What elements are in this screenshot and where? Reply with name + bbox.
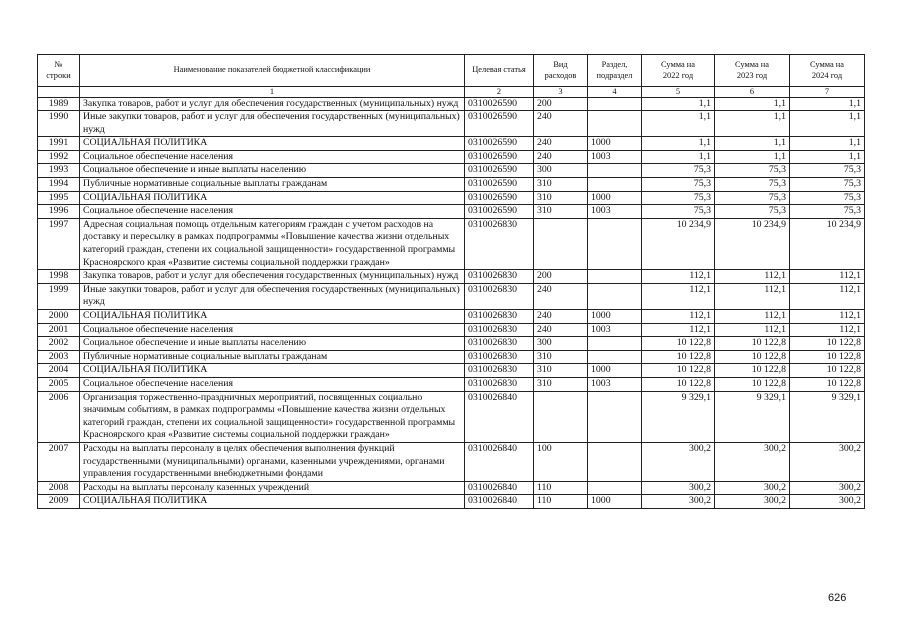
row-sum-2024: 75,3 bbox=[790, 164, 865, 178]
row-sum-2022: 1,1 bbox=[642, 137, 715, 151]
row-sum-2023: 10 122,8 bbox=[715, 364, 790, 378]
row-number: 1997 bbox=[38, 218, 80, 269]
row-section bbox=[588, 218, 642, 269]
table-row bbox=[38, 164, 865, 178]
row-number: 1996 bbox=[38, 205, 80, 219]
row-target: 0310026590 bbox=[465, 150, 534, 164]
row-section bbox=[588, 97, 642, 111]
row-number: 1999 bbox=[38, 283, 80, 309]
row-target: 0310026590 bbox=[465, 164, 534, 178]
row-target: 0310026830 bbox=[465, 364, 534, 378]
row-sum-2022: 10 122,8 bbox=[642, 377, 715, 391]
table-body bbox=[38, 97, 865, 508]
row-sum-2024: 112,1 bbox=[790, 310, 865, 324]
row-kind: 240 bbox=[534, 150, 588, 164]
row-target: 0310026840 bbox=[465, 442, 534, 481]
row-sum-2022: 75,3 bbox=[642, 191, 715, 205]
row-section bbox=[588, 164, 642, 178]
table-row bbox=[38, 364, 865, 378]
row-sum-2022: 300,2 bbox=[642, 481, 715, 495]
row-sum-2024: 75,3 bbox=[790, 178, 865, 192]
page-number: 626 bbox=[828, 592, 847, 604]
row-kind: 240 bbox=[534, 137, 588, 151]
row-sum-2024: 9 329,1 bbox=[790, 391, 865, 442]
row-sum-2023: 1,1 bbox=[715, 111, 790, 137]
row-sum-2022: 1,1 bbox=[642, 150, 715, 164]
column-number: 4 bbox=[588, 87, 642, 98]
row-section bbox=[588, 350, 642, 364]
row-sum-2023: 112,1 bbox=[715, 323, 790, 337]
table-row bbox=[38, 111, 865, 137]
row-sum-2023: 75,3 bbox=[715, 178, 790, 192]
table-row bbox=[38, 137, 865, 151]
row-sum-2023: 75,3 bbox=[715, 205, 790, 219]
table-row bbox=[38, 377, 865, 391]
header-target: Целевая статья bbox=[465, 55, 534, 87]
row-kind: 110 bbox=[534, 495, 588, 509]
header-section: Раздел, подраздел bbox=[588, 55, 642, 87]
row-kind: 310 bbox=[534, 350, 588, 364]
table-row bbox=[38, 350, 865, 364]
row-target: 0310026590 bbox=[465, 205, 534, 219]
row-name: Публичные нормативные социальные выплаты гражданам bbox=[80, 178, 465, 192]
column-number: 6 bbox=[715, 87, 790, 98]
row-number: 1993 bbox=[38, 164, 80, 178]
row-number: 2005 bbox=[38, 377, 80, 391]
column-number: 2 bbox=[465, 87, 534, 98]
row-sum-2022: 10 122,8 bbox=[642, 364, 715, 378]
row-number: 1992 bbox=[38, 150, 80, 164]
table-row bbox=[38, 323, 865, 337]
table-row bbox=[38, 310, 865, 324]
row-name: СОЦИАЛЬНАЯ ПОЛИТИКА bbox=[80, 310, 465, 324]
row-sum-2023: 10 234,9 bbox=[715, 218, 790, 269]
row-sum-2024: 75,3 bbox=[790, 191, 865, 205]
row-sum-2024: 75,3 bbox=[790, 205, 865, 219]
row-name: Социальное обеспечение населения bbox=[80, 323, 465, 337]
table-row bbox=[38, 97, 865, 111]
table-header bbox=[38, 55, 865, 98]
row-section bbox=[588, 283, 642, 309]
row-kind: 310 bbox=[534, 377, 588, 391]
table-row bbox=[38, 178, 865, 192]
row-target: 0310026830 bbox=[465, 270, 534, 284]
row-sum-2024: 1,1 bbox=[790, 97, 865, 111]
table-row bbox=[38, 442, 865, 481]
row-number: 2006 bbox=[38, 391, 80, 442]
row-number: 1991 bbox=[38, 137, 80, 151]
row-name: Закупка товаров, работ и услуг для обеспечения государственных (муниципальных) нужд bbox=[80, 97, 465, 111]
row-sum-2022: 1,1 bbox=[642, 97, 715, 111]
row-section: 1003 bbox=[588, 323, 642, 337]
row-section: 1000 bbox=[588, 191, 642, 205]
row-sum-2022: 112,1 bbox=[642, 310, 715, 324]
table-row bbox=[38, 337, 865, 351]
row-sum-2024: 300,2 bbox=[790, 481, 865, 495]
row-number: 2003 bbox=[38, 350, 80, 364]
row-section: 1000 bbox=[588, 137, 642, 151]
row-target: 0310026830 bbox=[465, 337, 534, 351]
row-number: 1989 bbox=[38, 97, 80, 111]
row-sum-2023: 112,1 bbox=[715, 283, 790, 309]
row-name: Публичные нормативные социальные выплаты гражданам bbox=[80, 350, 465, 364]
row-sum-2022: 75,3 bbox=[642, 164, 715, 178]
row-kind bbox=[534, 218, 588, 269]
row-sum-2023: 10 122,8 bbox=[715, 337, 790, 351]
row-section bbox=[588, 391, 642, 442]
row-sum-2023: 112,1 bbox=[715, 270, 790, 284]
row-kind: 240 bbox=[534, 323, 588, 337]
row-sum-2024: 112,1 bbox=[790, 270, 865, 284]
row-kind: 240 bbox=[534, 283, 588, 309]
column-number: 1 bbox=[80, 87, 465, 98]
row-sum-2024: 10 122,8 bbox=[790, 350, 865, 364]
row-name: СОЦИАЛЬНАЯ ПОЛИТИКА bbox=[80, 137, 465, 151]
row-section: 1003 bbox=[588, 205, 642, 219]
row-sum-2024: 10 122,8 bbox=[790, 337, 865, 351]
row-target: 0310026840 bbox=[465, 391, 534, 442]
row-name: Закупка товаров, работ и услуг для обеспечения государственных (муниципальных) нужд bbox=[80, 270, 465, 284]
row-sum-2024: 10 122,8 bbox=[790, 377, 865, 391]
row-sum-2022: 75,3 bbox=[642, 178, 715, 192]
row-sum-2024: 1,1 bbox=[790, 111, 865, 137]
row-target: 0310026840 bbox=[465, 481, 534, 495]
row-section: 1000 bbox=[588, 364, 642, 378]
row-number: 2007 bbox=[38, 442, 80, 481]
table-row bbox=[38, 391, 865, 442]
row-sum-2024: 10 122,8 bbox=[790, 364, 865, 378]
column-number: 5 bbox=[642, 87, 715, 98]
row-target: 0310026830 bbox=[465, 218, 534, 269]
row-kind: 200 bbox=[534, 97, 588, 111]
row-section: 1003 bbox=[588, 377, 642, 391]
row-sum-2022: 112,1 bbox=[642, 323, 715, 337]
row-name: Иные закупки товаров, работ и услуг для обеспечения государственных (муниципальных) нужд bbox=[80, 283, 465, 309]
header-sum-2023: Сумма на 2023 год bbox=[715, 55, 790, 87]
row-section bbox=[588, 178, 642, 192]
row-kind: 310 bbox=[534, 364, 588, 378]
table-row bbox=[38, 218, 865, 269]
row-number: 2004 bbox=[38, 364, 80, 378]
row-sum-2023: 1,1 bbox=[715, 137, 790, 151]
row-name: Организация торжественно-праздничных мероприятий, посвященных социально значимым событиям, в рамках подпрограммы «Повышение качества жизни отдельных категорий граждан, степени их социальной защищенности» государственной программы Красноярского края «Развитие системы социальной поддержки граждан» bbox=[80, 391, 465, 442]
column-number-row bbox=[38, 87, 865, 98]
row-sum-2023: 300,2 bbox=[715, 481, 790, 495]
row-sum-2024: 300,2 bbox=[790, 442, 865, 481]
row-name: Социальное обеспечение и иные выплаты населению bbox=[80, 337, 465, 351]
row-target: 0310026590 bbox=[465, 178, 534, 192]
row-name: СОЦИАЛЬНАЯ ПОЛИТИКА bbox=[80, 191, 465, 205]
row-sum-2022: 10 122,8 bbox=[642, 337, 715, 351]
row-sum-2023: 75,3 bbox=[715, 191, 790, 205]
row-kind: 310 bbox=[534, 178, 588, 192]
row-target: 0310026830 bbox=[465, 283, 534, 309]
row-section: 1000 bbox=[588, 495, 642, 509]
row-kind: 240 bbox=[534, 111, 588, 137]
row-sum-2022: 10 234,9 bbox=[642, 218, 715, 269]
row-kind: 100 bbox=[534, 442, 588, 481]
row-sum-2022: 300,2 bbox=[642, 442, 715, 481]
row-kind: 300 bbox=[534, 337, 588, 351]
row-target: 0310026830 bbox=[465, 377, 534, 391]
row-number: 2000 bbox=[38, 310, 80, 324]
row-target: 0310026830 bbox=[465, 323, 534, 337]
header-name: Наименование показателей бюджетной классификации bbox=[80, 55, 465, 87]
row-kind: 200 bbox=[534, 270, 588, 284]
row-number: 2001 bbox=[38, 323, 80, 337]
row-sum-2023: 75,3 bbox=[715, 164, 790, 178]
row-name: Социальное обеспечение населения bbox=[80, 150, 465, 164]
row-kind: 240 bbox=[534, 310, 588, 324]
row-sum-2024: 112,1 bbox=[790, 323, 865, 337]
header-row-number: № строки bbox=[38, 55, 80, 87]
row-name: СОЦИАЛЬНАЯ ПОЛИТИКА bbox=[80, 495, 465, 509]
row-sum-2024: 10 234,9 bbox=[790, 218, 865, 269]
table-row bbox=[38, 150, 865, 164]
row-section bbox=[588, 270, 642, 284]
row-section: 1000 bbox=[588, 310, 642, 324]
row-number: 1995 bbox=[38, 191, 80, 205]
column-number: 3 bbox=[534, 87, 588, 98]
row-kind: 110 bbox=[534, 481, 588, 495]
row-target: 0310026590 bbox=[465, 97, 534, 111]
row-kind: 300 bbox=[534, 164, 588, 178]
header-sum-2022: Сумма на 2022 год bbox=[642, 55, 715, 87]
row-number: 2002 bbox=[38, 337, 80, 351]
header-kind: Вид расходов bbox=[534, 55, 588, 87]
table-row bbox=[38, 481, 865, 495]
row-target: 0310026830 bbox=[465, 350, 534, 364]
row-sum-2023: 10 122,8 bbox=[715, 350, 790, 364]
row-sum-2024: 1,1 bbox=[790, 150, 865, 164]
row-number: 2009 bbox=[38, 495, 80, 509]
row-number: 1990 bbox=[38, 111, 80, 137]
row-sum-2023: 300,2 bbox=[715, 442, 790, 481]
row-target: 0310026590 bbox=[465, 137, 534, 151]
row-kind bbox=[534, 391, 588, 442]
row-sum-2022: 112,1 bbox=[642, 283, 715, 309]
row-sum-2022: 10 122,8 bbox=[642, 350, 715, 364]
table-row bbox=[38, 191, 865, 205]
row-target: 0310026590 bbox=[465, 191, 534, 205]
row-name: Расходы на выплаты персоналу в целях обеспечения выполнения функций государственными (муниципальными) органами, казенными учреждениями, органами управления государственными внебюджетными фондами bbox=[80, 442, 465, 481]
row-section bbox=[588, 481, 642, 495]
row-name: Иные закупки товаров, работ и услуг для обеспечения государственных (муниципальных) нужд bbox=[80, 111, 465, 137]
row-section: 1003 bbox=[588, 150, 642, 164]
header-sum-2024: Сумма на 2024 год bbox=[790, 55, 865, 87]
row-sum-2024: 1,1 bbox=[790, 137, 865, 151]
table-row bbox=[38, 205, 865, 219]
row-section bbox=[588, 111, 642, 137]
row-number: 1998 bbox=[38, 270, 80, 284]
row-kind: 310 bbox=[534, 191, 588, 205]
row-sum-2022: 1,1 bbox=[642, 111, 715, 137]
row-name: Адресная социальная помощь отдельным категориям граждан с учетом расходов на доставку и пересылку в рамках подпрограммы «Повышение качества жизни отдельных категорий граждан, степени их социальной защищенности» государственной программы Красноярского края «Развитие системы социальной поддержки граждан» bbox=[80, 218, 465, 269]
row-sum-2022: 75,3 bbox=[642, 205, 715, 219]
row-sum-2024: 112,1 bbox=[790, 283, 865, 309]
row-kind: 310 bbox=[534, 205, 588, 219]
row-sum-2024: 300,2 bbox=[790, 495, 865, 509]
table-row bbox=[38, 495, 865, 509]
row-number: 1994 bbox=[38, 178, 80, 192]
row-sum-2023: 300,2 bbox=[715, 495, 790, 509]
table-row bbox=[38, 270, 865, 284]
row-name: Расходы на выплаты персоналу казенных учреждений bbox=[80, 481, 465, 495]
table-row bbox=[38, 283, 865, 309]
row-target: 0310026590 bbox=[465, 111, 534, 137]
row-name: Социальное обеспечение и иные выплаты населению bbox=[80, 164, 465, 178]
row-sum-2023: 9 329,1 bbox=[715, 391, 790, 442]
row-sum-2023: 112,1 bbox=[715, 310, 790, 324]
row-sum-2023: 1,1 bbox=[715, 150, 790, 164]
row-sum-2022: 112,1 bbox=[642, 270, 715, 284]
row-sum-2023: 1,1 bbox=[715, 97, 790, 111]
column-number: 7 bbox=[790, 87, 865, 98]
row-section bbox=[588, 442, 642, 481]
row-name: СОЦИАЛЬНАЯ ПОЛИТИКА bbox=[80, 364, 465, 378]
row-name: Социальное обеспечение населения bbox=[80, 377, 465, 391]
row-name: Социальное обеспечение населения bbox=[80, 205, 465, 219]
row-target: 0310026840 bbox=[465, 495, 534, 509]
budget-table bbox=[37, 54, 865, 509]
row-section bbox=[588, 337, 642, 351]
row-sum-2022: 300,2 bbox=[642, 495, 715, 509]
row-sum-2023: 10 122,8 bbox=[715, 377, 790, 391]
column-number bbox=[38, 87, 80, 98]
row-target: 0310026830 bbox=[465, 310, 534, 324]
row-number: 2008 bbox=[38, 481, 80, 495]
row-sum-2022: 9 329,1 bbox=[642, 391, 715, 442]
